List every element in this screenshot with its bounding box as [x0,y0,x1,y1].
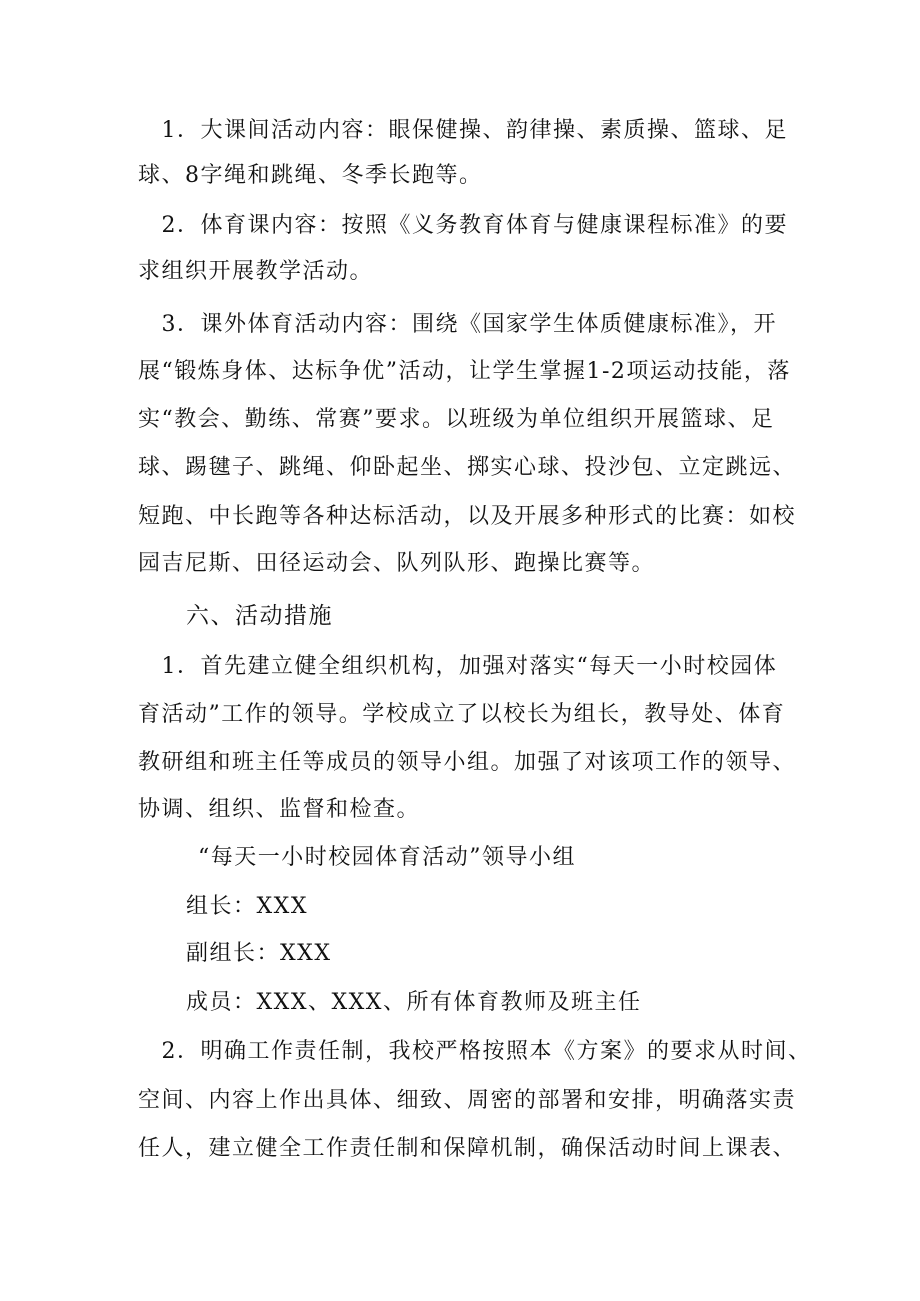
group-deputy-leader: 副组长：XXX [186,941,332,966]
para-3-line-1: 3．课外体育活动内容：围绕《国家学生体质健康标准》，开 [138,312,777,337]
para-1-line-1: 1．大课间活动内容：眼保健操、韵律操、素质操、篮球、足 [138,118,788,143]
para-2-line-1: 2．体育课内容：按照《义务教育体育与健康课程标准》的要 [138,213,788,238]
para-3-line-2: 展“锻炼身体、达标争优”活动，让学生掌握1-2项运动技能，落 [138,359,791,384]
para-3-line-5: 短跑、中长跑等各种达标活动，以及开展多种形式的比赛：如校 [138,504,797,529]
para-4-line-2: 育活动”工作的领导。学校成立了以校长为组长，教导处、体育 [138,702,786,727]
para-5-line-3: 任人，建立健全工作责任制和保障机制，确保活动时间上课表、 [138,1136,797,1161]
para-4-line-4: 协调、组织、监督和检查。 [138,797,421,822]
para-2-line-2: 求组织开展教学活动。 [138,259,374,284]
group-leader: 组长：XXX [186,894,308,919]
para-1-line-2: 球、8字绳和跳绳、冬季长跑等。 [138,163,483,188]
para-3-line-4: 球、踢毽子、跳绳、仰卧起坐、掷实心球、投沙包、立定跳远、 [138,455,797,480]
group-title: “每天一小时校园体育活动”领导小组 [198,845,576,870]
para-4-line-1: 1．首先建立健全组织机构，加强对落实“每天一小时校园体 [138,654,778,679]
para-5-line-2: 空间、内容上作出具体、细致、周密的部署和安排，明确落实责 [138,1088,797,1113]
para-5-line-1: 2．明确工作责任制，我校严格按照本《方案》的要求从时间、 [138,1039,812,1064]
para-3-line-6: 园吉尼斯、田径运动会、队列队形、跑操比赛等。 [138,551,656,576]
section-heading: 六、活动措施 [186,603,333,629]
para-3-line-3: 实“教会、勤练、常赛”要求。以班级为单位组织开展篮球、足 [138,407,775,432]
group-members: 成员：XXX、XXX、所有体育教师及班主任 [186,990,642,1015]
para-4-line-3: 教研组和班主任等成员的领导小组。加强了对该项工作的领导、 [138,750,797,775]
